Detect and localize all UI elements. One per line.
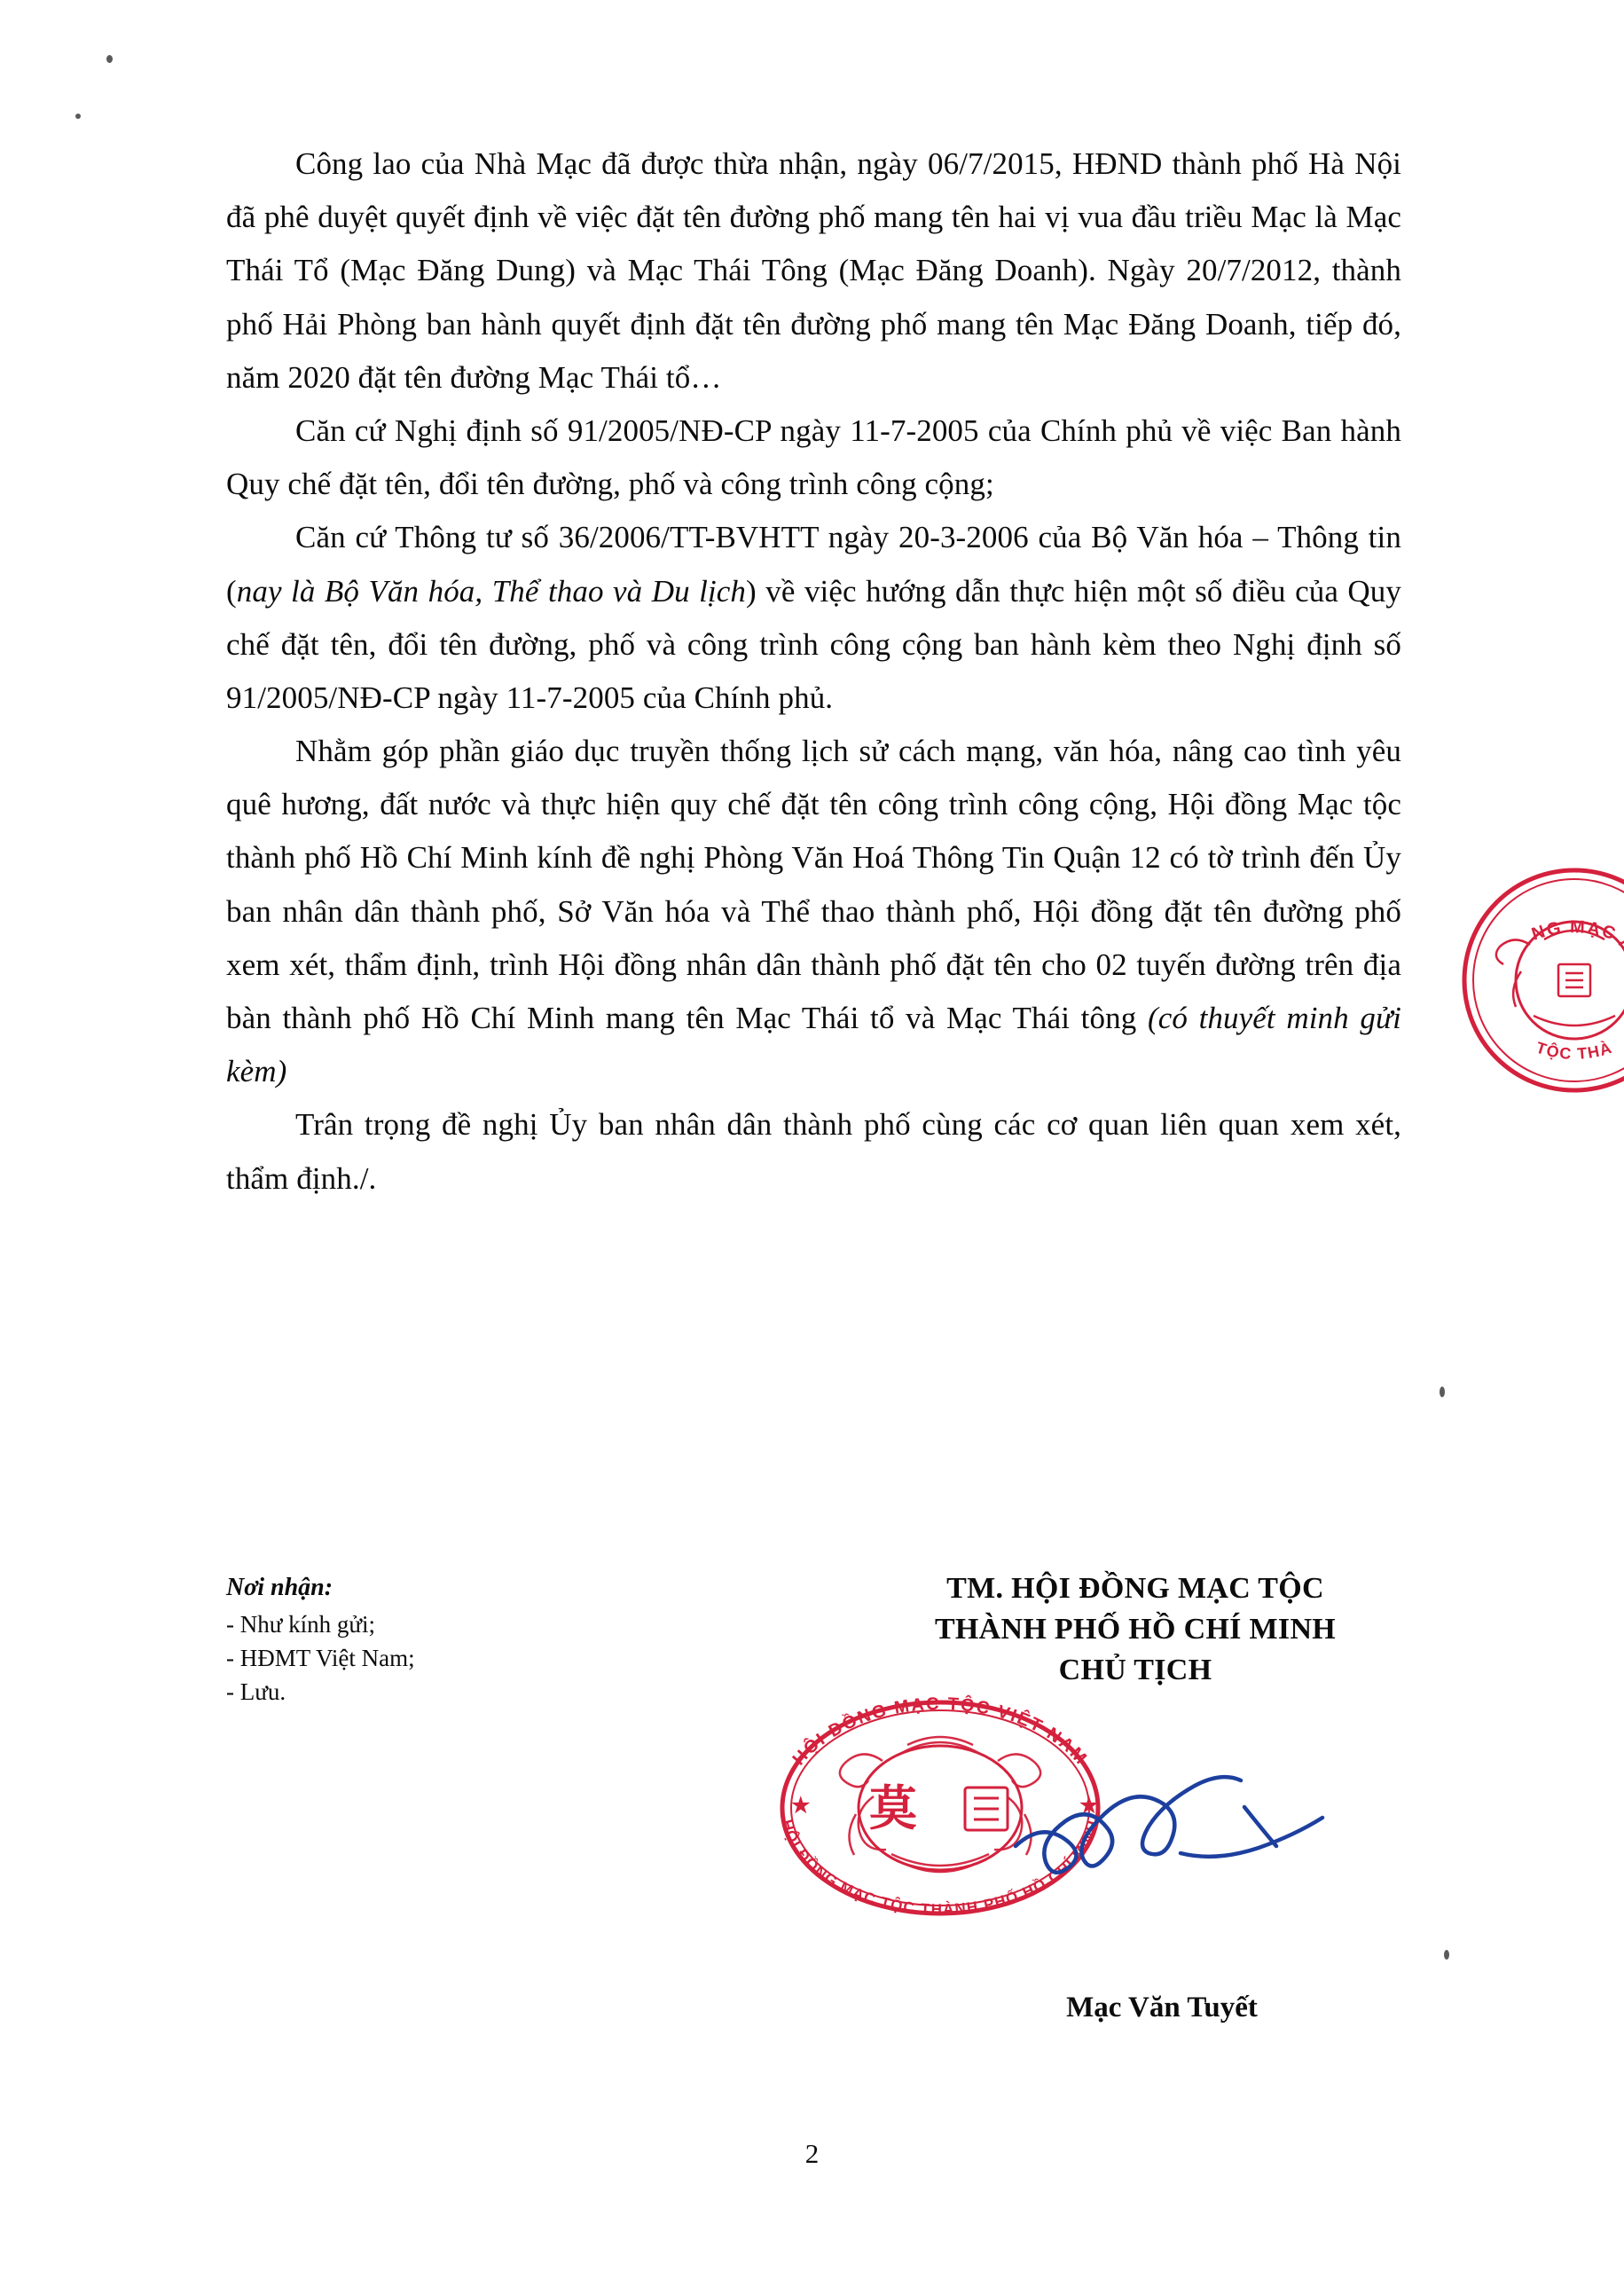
paragraph-3-after: ) về việc hướng dẫn thực hiện một số điều của Quy chế đặt tên, đổi tên đường, phố và công trình công cộng ban hành kèm theo Nghị định số 91/2005/NĐ-CP ngày 11-7-2005 của Chính phủ. (226, 573, 1401, 715)
paragraph-4-before: Nhằm góp phần giáo dục truyền thống lịch sử cách mạng, văn hóa, nâng cao tình yêu quê hương, đất nước và thực hiện quy chế đặt tên công trình công cộng, Hội đồng Mạc tộc thành phố Hồ Chí Minh kính đề nghị Phòng Văn Hoá Thông Tin Quận 12 có tờ trình đến Ủy ban nhân dân thành phố, Sở Văn hóa và Thể thao thành phố, Hội đồng đặt tên đường phố xem xét, thẩm định, trình Hội đồng nhân dân thành phố đặt tên cho 02 tuyến đường trên địa bàn thành phố Hồ Chí Minh mang tên Mạc Thái tổ và Mạc Thái tông (226, 734, 1401, 1035)
recipient-item: - Lưu. (226, 1678, 286, 1706)
scan-speck (1444, 1950, 1449, 1960)
paragraph-5: Trân trọng đề nghị Ủy ban nhân dân thành phố cùng các cơ quan liên quan xem xét, thẩm định./. (226, 1107, 1401, 1196)
paragraph-3-italic: nay là Bộ Văn hóa, Thể thao và Du lịch (236, 573, 747, 609)
svg-text:莫: 莫 (869, 1780, 917, 1836)
svg-text:HỘI ĐỒNG MẠC TỘC THÀNH PHỐ HỒ: HỘI ĐỒNG MẠC TỘC THÀNH PHỐ HỒ CHÍ MINH (778, 1818, 1102, 1919)
paragraph-3 (226, 511, 1401, 725)
recipient-item: - HĐMT Việt Nam; (226, 1645, 415, 1672)
svg-text:TỘC THÀ: TỘC THÀ (1534, 1038, 1615, 1063)
recipient-item: - Như kính gửi; (226, 1610, 376, 1638)
paragraph-1: Công lao của Nhà Mạc đã được thừa nhận, ngày 06/7/2015, HĐND thành phố Hà Nội đã phê duyệt quyết định về việc đặt tên đường phố mang tên hai vị vua đầu triều Mạc là Mạc Thái Tổ (Mạc Đăng Dung) và Mạc Thái Tông (Mạc Đăng Doanh). Ngày 20/7/2012, thành phố Hải Phòng ban hành quyết định đặt tên đường phố mang tên Mạc Đăng Doanh, tiếp đó, năm 2020 đặt tên đường Mạc Thái tổ… (226, 146, 1401, 395)
recipients-title: Nơi nhận: (226, 1574, 333, 1601)
paragraph-4-italic: (có thuyết minh gửi kèm) (226, 1001, 1402, 1089)
document-body (226, 138, 1401, 1206)
recipients-block (226, 1570, 608, 1709)
paragraph-2: Căn cứ Nghị định số 91/2005/NĐ-CP ngày 11-7-2005 của Chính phủ về việc Ban hành Quy chế đặt tên, đổi tên đường, phố và công trình công cộng; (226, 413, 1401, 502)
page-number: 2 (804, 2138, 820, 2169)
signature-line-1: TM. HỘI ĐỒNG MẠC TỘC (946, 1572, 1324, 1605)
official-seal-stamp (749, 1690, 1131, 1925)
scan-speck (1440, 1387, 1445, 1397)
edge-seal-stamp (1459, 865, 1624, 1096)
scan-speck (106, 55, 113, 63)
svg-text:★: ★ (791, 1795, 811, 1818)
svg-text:HỘI ĐỒNG MẠC TỘC VIỆT NAM: HỘI ĐỒNG MẠC TỘC VIỆT NAM (788, 1693, 1092, 1770)
svg-text:NG MẠC: NG MẠC (1529, 917, 1620, 945)
signer-name: Mạc Văn Tuyết (1066, 1992, 1258, 2023)
svg-text:★: ★ (1079, 1795, 1099, 1818)
paragraph-4 (226, 725, 1401, 1098)
signature-line-3: CHỦ TỊCH (1058, 1653, 1212, 1686)
scan-speck (75, 114, 81, 119)
paragraph-3-before: Căn cứ Thông tư số 36/2006/TT-BVHTT ngày 20-3-2006 của Bộ Văn hóa – Thông tin ( (226, 520, 1401, 609)
signature-line-2: THÀNH PHỐ HỒ CHÍ MINH (934, 1612, 1337, 1646)
signature-heading (843, 1568, 1428, 1691)
